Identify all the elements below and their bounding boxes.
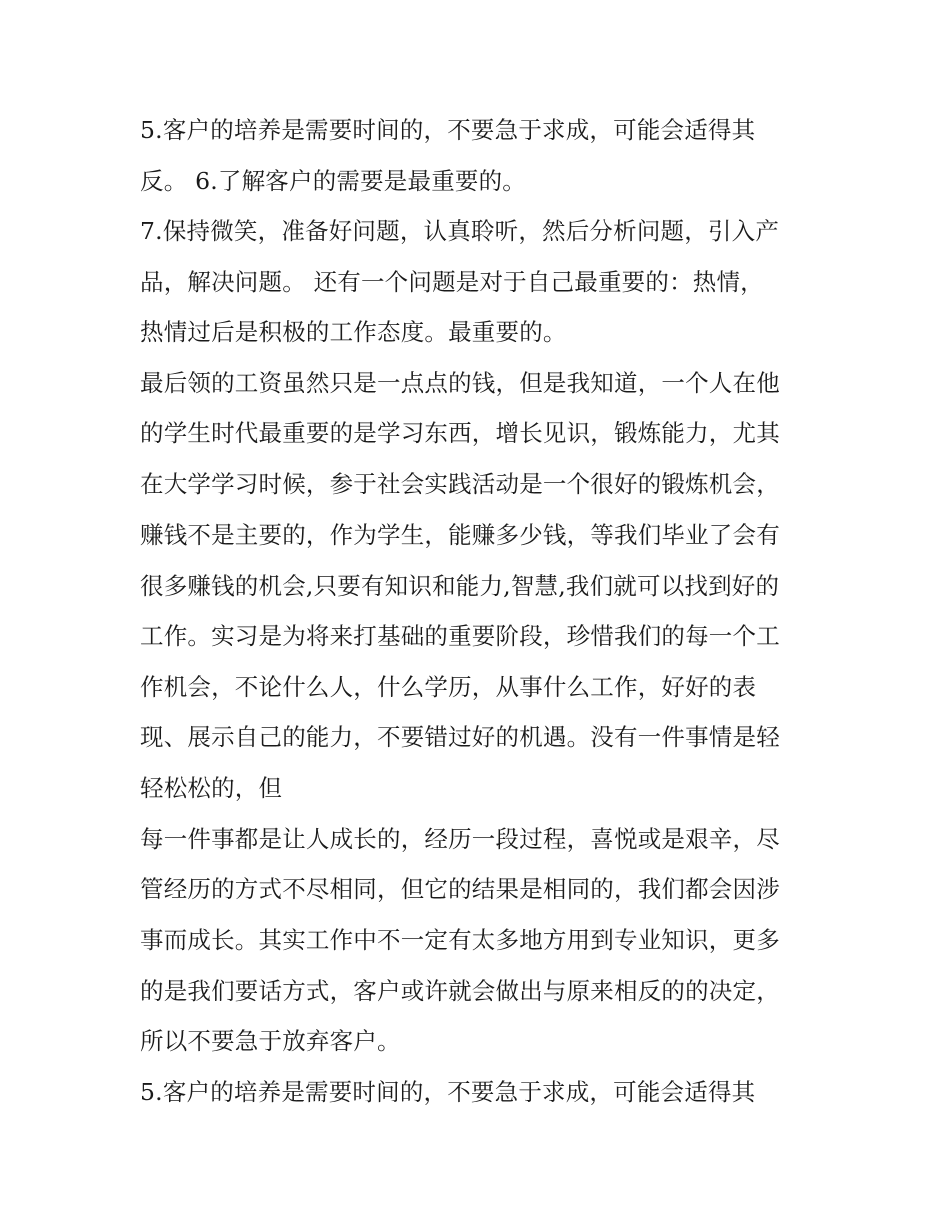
text-line: 反。 6.了解客户的需要是最重要的。 [140, 167, 526, 195]
text-line: 7.保持微笑，准备好问题，认真聆听，然后分析问题，引入产 [140, 217, 780, 245]
text-line: 事而成长。其实工作中不一定有太多地方用到专业知识，更多 [140, 926, 780, 954]
text-line: 的学生时代最重要的是学习东西，增长见识，锻炼能力，尤其 [140, 419, 780, 447]
text-line: 轻松松的，但 [140, 774, 283, 802]
text-line: 很多赚钱的机会,只要有知识和能力,智慧,我们就可以找到好的 [140, 572, 780, 600]
text-line: 在大学学习时候，参于社会实践活动是一个很好的锻炼机会， [140, 470, 780, 498]
text-line: 作机会，不论什么人，什么学历，从事什么工作，好好的表 [140, 673, 757, 701]
text-line: 所以不要急于放弃客户。 [140, 1027, 401, 1055]
text-line: 5.客户的培养是需要时间的，不要急于求成，可能会适得其 [140, 1078, 756, 1106]
text-line: 工作。实习是为将来打基础的重要阶段，珍惜我们的每一个工 [140, 622, 780, 650]
text-line: 的是我们要话方式，客户或许就会做出与原来相反的的决定， [140, 977, 780, 1005]
text-line: 最后领的工资虽然只是一点点的钱，但是我知道，一个人在他 [140, 369, 780, 397]
text-line: 赚钱不是主要的，作为学生，能赚多少钱，等我们毕业了会有 [140, 521, 780, 549]
text-line: 管经历的方式不尽相同，但它的结果是相同的，我们都会因涉 [140, 875, 780, 903]
text-line: 5.客户的培养是需要时间的，不要急于求成，可能会适得其 [140, 116, 756, 144]
text-line: 品，解决问题。 还有一个问题是对于自己最重要的：热情， [140, 268, 764, 296]
text-line: 每一件事都是让人成长的，经历一段过程，喜悦或是艰辛，尽 [140, 825, 780, 853]
text-line: 热情过后是积极的工作态度。最重要的。 [140, 318, 567, 346]
text-line: 现、展示自己的能力，不要错过好的机遇。没有一件事情是轻 [140, 723, 780, 751]
